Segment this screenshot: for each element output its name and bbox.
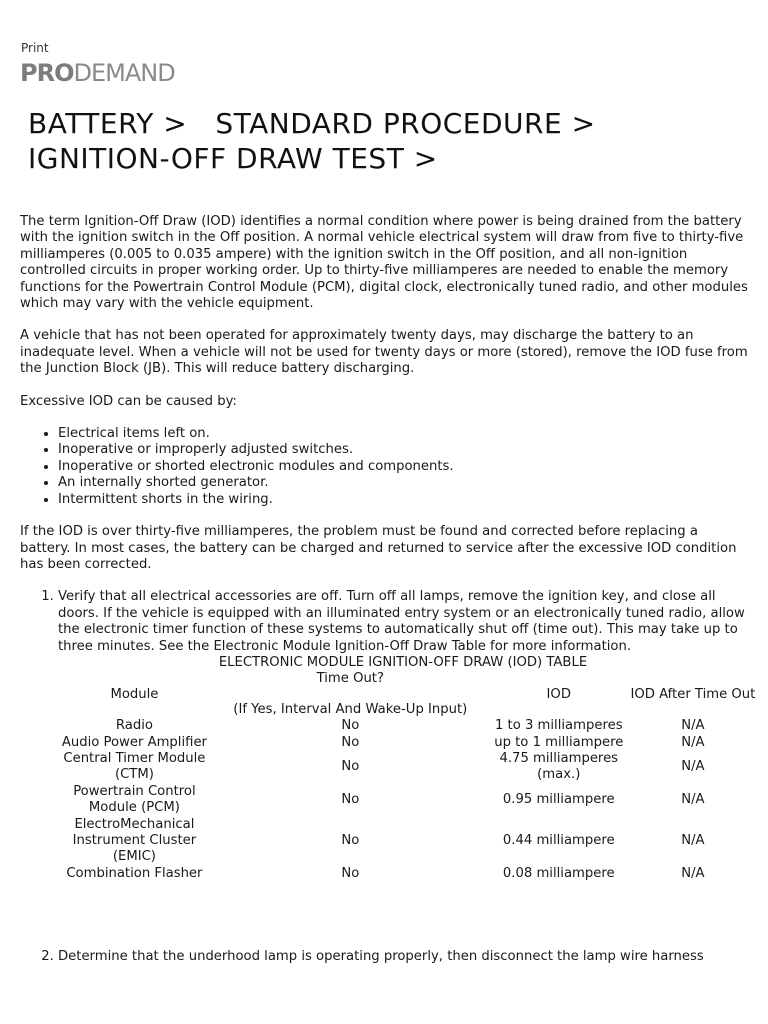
header-module: Module [110,686,159,702]
causes-list [20,426,748,508]
cell-module: Radio [115,718,153,734]
table-row [58,718,758,734]
page-title [28,106,596,176]
table-header-row [58,671,758,718]
cell-module: Central Timer Module (CTM) [63,750,206,783]
cell-timeout: No [341,718,360,734]
cell-after: N/A [681,718,705,734]
list-item: • Electrical items left on. [58,426,748,442]
logo-bold-text: PRO [20,59,74,87]
table-row [58,866,758,882]
step-1-text: Verify that all electrical accessories are off. Turn off all lamps, remove the ignition key, and close all doors. If the vehicle is equipped with an illuminated entry system or an electronically tuned radio, allow the electronic timer function of these systems to automatically shut off (time out). This may take up to three minutes. See the Electronic Module Ignition-Off Draw Table for more information. [58,589,745,654]
logo-light-text: DEMAND [73,59,175,87]
cell-timeout: No [341,759,360,775]
cell-iod: 1 to 3 milliamperes [494,718,623,734]
cell-timeout: No [341,791,360,807]
cell-timeout: No [341,865,360,881]
prodemand-logo [20,59,175,87]
table-row [58,817,758,866]
title-breadcrumb: BATTERY > STANDARD PROCEDURE > [28,107,596,140]
table-row [58,735,758,751]
cell-timeout: No [341,833,360,848]
cell-iod: up to 1 milliampere [494,734,624,750]
cell-module: ElectroMechanical Instrument Cluster (EMIC) [72,816,197,865]
print-link[interactable]: Print [21,41,49,55]
header-timeout-bottom: (If Yes, Interval And Wake-Up Input) [233,701,468,717]
iod-table [58,671,758,882]
table-row [58,784,758,817]
list-item: • Intermittent shorts in the wiring. [58,492,748,508]
cell-timeout: No [341,734,360,750]
table-title: ELECTRONIC MODULE IGNITION-OFF DRAW (IOD) TABLE [218,654,588,670]
cell-iod: 0.95 milliampere [502,791,615,807]
step-1 [58,589,756,882]
cell-iod: 0.44 milliampere [502,833,615,848]
header-iod-after: IOD After Time Out [630,686,756,702]
cell-module: Combination Flasher [66,865,203,881]
cell-after: N/A [681,791,705,807]
cell-iod: 4.75 milliamperes (max.) [499,750,619,783]
cell-iod: 0.08 milliampere [502,865,615,881]
procedure-steps-continued [20,949,768,965]
procedure-steps [20,589,756,882]
paragraph-over-limit: If the IOD is over thirty-five milliamperes, the problem must be found and corrected before replacing a battery. In most cases, the battery can be charged and returned to service after the excessive IOD condition has been corrected. [20,524,737,572]
paragraph-iod-definition: The term Ignition-Off Draw (IOD) identifies a normal condition where power is being drained from the battery with the ignition switch in the Off position. A normal vehicle electrical system will draw from five to thirty-five milliamperes (0.005 to 0.035 ampere) with the ignition switch in the Off position, and all non-ignition controlled circuits in proper working order. Up to thirty-five milliamperes are needed to enable the memory functions for the Powertrain Control Module (PCM), digital clock, electronically tuned radio, and other modules which may vary with the vehicle equipment. [20,214,748,312]
list-item: • An internally shorted generator. [58,475,748,491]
step-2: 2. Determine that the underhood lamp is operating properly, then disconnect the lamp wire harness [58,949,768,965]
paragraph-causes-intro: Excessive IOD can be caused by: [20,393,237,409]
header-timeout [211,671,490,718]
cell-module: Powertrain Control Module (PCM) [73,783,196,816]
header-iod: IOD [546,686,571,702]
cell-after: N/A [681,759,705,775]
cell-module: Audio Power Amplifier [61,734,207,750]
list-item: • Inoperative or shorted electronic modules and components. [58,459,748,475]
cell-after: N/A [681,865,705,881]
title-procedure: IGNITION-OFF DRAW TEST > [28,142,438,175]
list-item: • Inoperative or improperly adjusted switches. [58,442,748,458]
paragraph-storage: A vehicle that has not been operated for approximately twenty days, may discharge the battery to an inadequate level. When a vehicle will not be used for twenty days or more (stored), remove the IOD fuse from the Junction Block (JB). This will reduce battery discharging. [20,328,748,377]
table-row [58,751,758,784]
document-body [20,214,756,882]
cell-after: N/A [681,734,705,750]
cell-after: N/A [681,833,705,848]
header-timeout-top: Time Out? [316,671,384,687]
